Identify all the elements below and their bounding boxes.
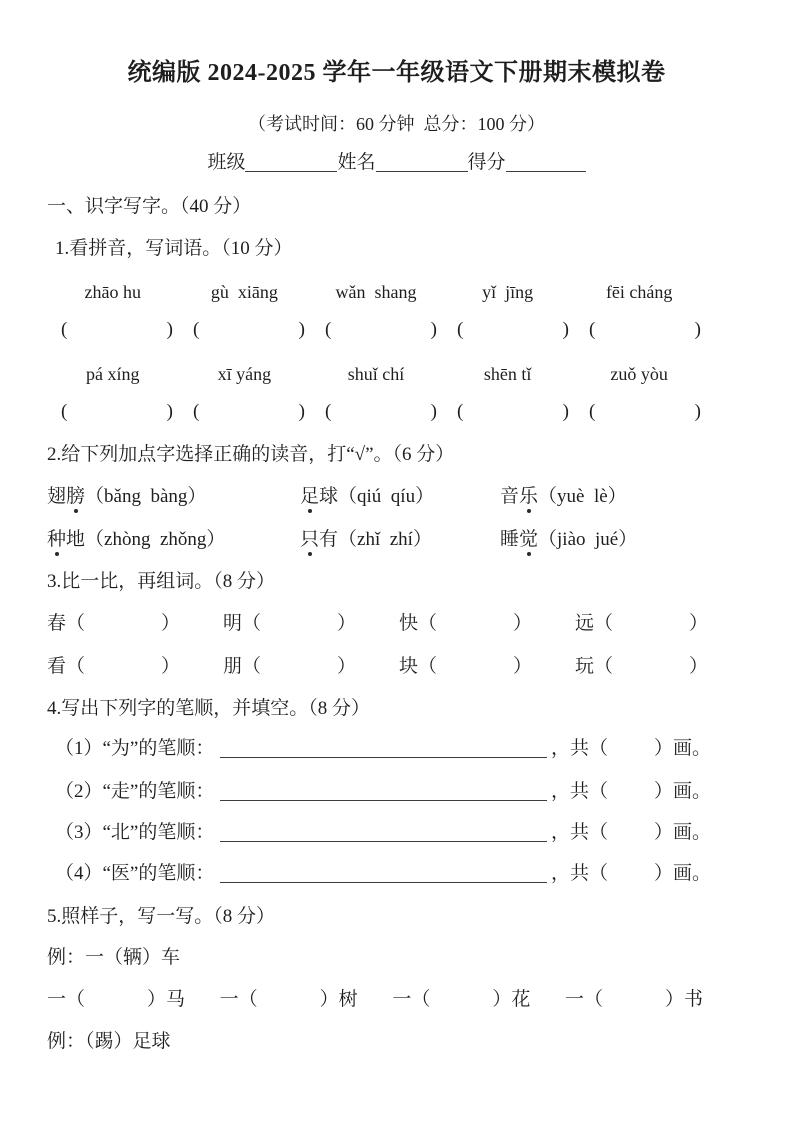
exam-info: （考试时间：60 分钟 总分：100 分） bbox=[248, 114, 545, 134]
pinyin-word: wǎn shang bbox=[335, 282, 417, 302]
pronunciation-item: 只有（zhǐ zhí） bbox=[300, 527, 500, 553]
page-title: 统编版 2024-2025 学年一年级语文下册期末模拟卷 bbox=[127, 60, 666, 86]
pinyin-word: zhāo hu bbox=[84, 282, 142, 302]
dotted-character: 膀 bbox=[66, 484, 85, 510]
pronunciation-item: 足球（qiú qíu） bbox=[300, 484, 500, 510]
pinyin-options: （qiú qíu） bbox=[338, 486, 435, 507]
score-blank-line bbox=[506, 151, 586, 172]
question-2-heading: 2.给下列加点字选择正确的读音，打“√”。（6 分） bbox=[47, 444, 455, 465]
measure-word-group: 一（ ）书 bbox=[564, 989, 703, 1010]
dotted-character: 只 bbox=[300, 527, 319, 553]
answer-bracket-row-1 bbox=[57, 317, 705, 343]
pinyin-word: yǐ jīng bbox=[482, 282, 534, 302]
pinyin-word: fēi cháng bbox=[605, 282, 673, 302]
stroke-order-label: （3）“北”的笔顺： bbox=[55, 822, 215, 843]
pinyin-options: （bǎng bàng） bbox=[85, 486, 207, 507]
pinyin-options: （yuè lè） bbox=[538, 486, 627, 507]
word-building-cell: 明（ ） bbox=[222, 613, 357, 634]
pinyin-word: shēn tǐ bbox=[483, 364, 532, 384]
word-building-cell: 朋（ ） bbox=[222, 656, 357, 677]
pronunciation-item: 种地（zhòng zhǒng） bbox=[47, 527, 300, 553]
word-building-row-1 bbox=[47, 611, 708, 637]
question-4-heading: 4.写出下列字的笔顺，并填空。（8 分） bbox=[47, 698, 371, 719]
pinyin-row-1 bbox=[47, 279, 705, 305]
stroke-order-item: （2）“走”的笔顺： ，共（ ）画。 bbox=[55, 779, 711, 805]
class-blank-line bbox=[245, 151, 337, 172]
word-building-cell: 玩（ ） bbox=[574, 656, 708, 677]
pronunciation-item: 翅膀（bǎng bàng） bbox=[47, 484, 300, 510]
answer-bracket: ( ) bbox=[457, 319, 569, 340]
stroke-order-blank-line bbox=[220, 840, 547, 842]
pinyin-row-2 bbox=[47, 361, 705, 387]
pinyin-options: （jiào jué） bbox=[538, 529, 638, 550]
pinyin-word: xī yáng bbox=[217, 364, 272, 384]
question-1-heading: 1.看拼音，写词语。（10 分） bbox=[55, 238, 293, 259]
measure-word-example: 例：一（辆）车 bbox=[47, 947, 181, 968]
stroke-order-blank-line bbox=[220, 881, 547, 883]
question-5-heading: 5.照样子，写一写。（8 分） bbox=[47, 906, 276, 927]
question-3-heading: 3.比一比，再组词。（8 分） bbox=[47, 571, 276, 592]
word-building-cell: 块（ ） bbox=[398, 656, 533, 677]
answer-bracket: ( ) bbox=[193, 319, 305, 340]
measure-word-group: 一（ ）树 bbox=[219, 989, 358, 1010]
pronunciation-item: 音乐（yuè lè） bbox=[500, 484, 627, 510]
pronunciation-item: 睡觉（jiào jué） bbox=[500, 527, 637, 553]
answer-bracket: ( ) bbox=[589, 319, 701, 340]
stroke-order-item: （1）“为”的笔顺： ，共（ ）画。 bbox=[55, 736, 711, 762]
word-building-cell: 春（ ） bbox=[47, 613, 181, 634]
score-label: 得分 bbox=[467, 152, 506, 173]
stroke-order-label: （4）“医”的笔顺： bbox=[55, 863, 215, 884]
stroke-order-label: （1）“为”的笔顺： bbox=[55, 738, 215, 759]
dotted-character: 足 bbox=[300, 484, 319, 510]
pronunciation-row-1 bbox=[47, 484, 627, 510]
measure-word-row bbox=[47, 987, 703, 1013]
dotted-character: 乐 bbox=[519, 484, 538, 510]
pinyin-word: zuǒ yòu bbox=[610, 364, 668, 384]
pinyin-word: gù xiāng bbox=[210, 282, 278, 302]
answer-bracket: ( ) bbox=[325, 401, 437, 422]
class-label: 班级 bbox=[207, 152, 246, 173]
dotted-character: 觉 bbox=[519, 527, 538, 553]
word-building-cell: 快（ ） bbox=[398, 613, 533, 634]
measure-word-example: 例：（踢）足球 bbox=[47, 1031, 171, 1052]
pinyin-options: （zhòng zhǒng） bbox=[85, 529, 226, 550]
answer-bracket: ( ) bbox=[193, 401, 305, 422]
stroke-order-blank-line bbox=[220, 756, 547, 758]
stroke-order-label: （2）“走”的笔顺： bbox=[55, 781, 215, 802]
stroke-order-item: （3）“北”的笔顺： ，共（ ）画。 bbox=[55, 820, 711, 846]
pronunciation-row-2 bbox=[47, 527, 637, 553]
measure-word-group: 一（ ）马 bbox=[47, 989, 186, 1010]
name-blank-line bbox=[376, 151, 468, 172]
stroke-order-blank-line bbox=[220, 799, 547, 801]
word-building-row-2 bbox=[47, 654, 708, 680]
name-label: 姓名 bbox=[337, 152, 376, 173]
word-building-cell: 远（ ） bbox=[574, 613, 708, 634]
answer-bracket: ( ) bbox=[61, 401, 173, 422]
answer-bracket: ( ) bbox=[61, 319, 173, 340]
measure-word-group: 一（ ）花 bbox=[392, 989, 531, 1010]
answer-bracket: ( ) bbox=[457, 401, 569, 422]
section-1-heading: 一、识字写字。（40 分） bbox=[47, 196, 252, 217]
answer-bracket-row-2 bbox=[57, 399, 705, 425]
word-building-cell: 看（ ） bbox=[47, 656, 181, 677]
pinyin-options: （zhǐ zhí） bbox=[338, 529, 432, 550]
answer-bracket: ( ) bbox=[589, 401, 701, 422]
answer-bracket: ( ) bbox=[325, 319, 437, 340]
student-info-line bbox=[0, 150, 793, 176]
pinyin-word: shuǐ chí bbox=[347, 364, 405, 384]
pinyin-word: pá xíng bbox=[86, 364, 140, 384]
dotted-character: 种 bbox=[47, 527, 66, 553]
stroke-order-item: （4）“医”的笔顺： ，共（ ）画。 bbox=[55, 861, 711, 887]
